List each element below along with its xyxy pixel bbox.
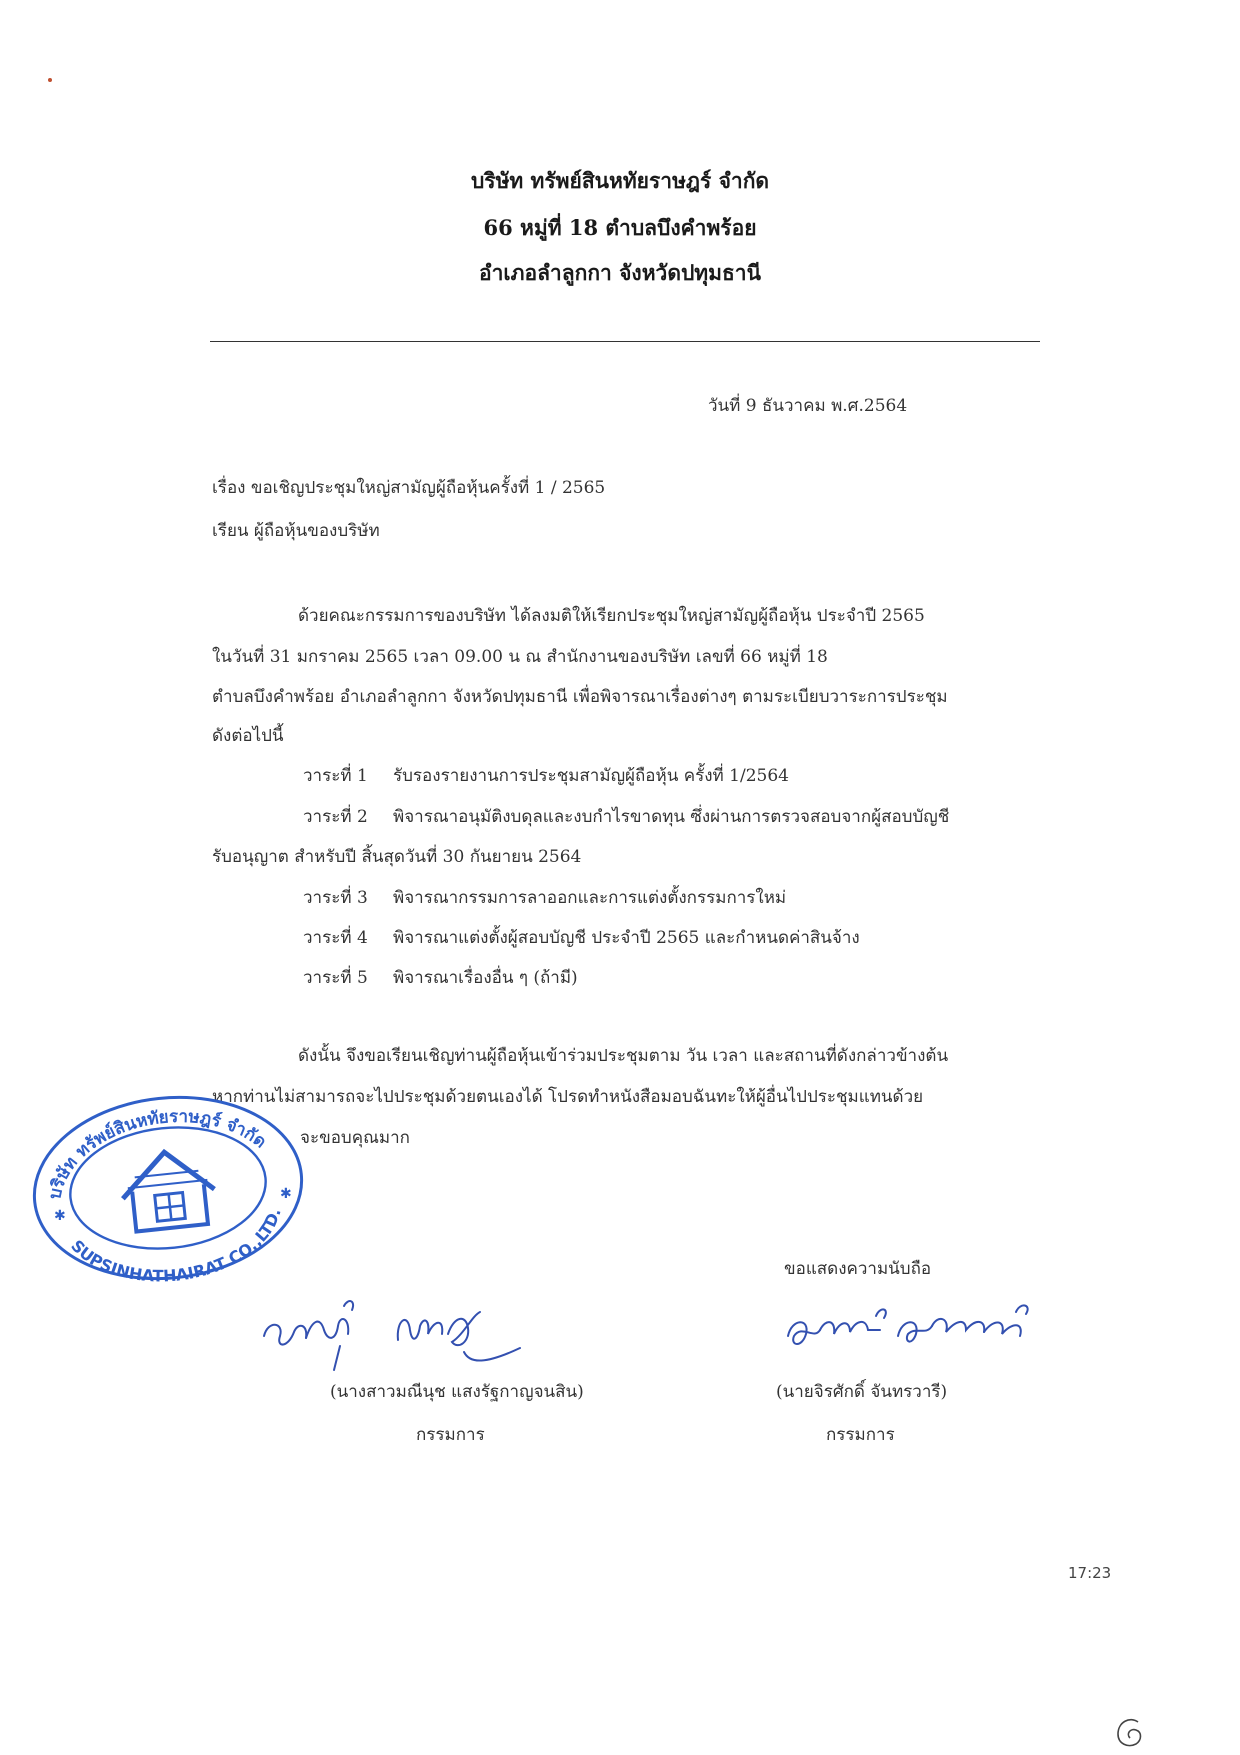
letter-recipient: เรียน ผู้ถือหุ้นของบริษัท (212, 521, 380, 541)
signatory-left-title: กรรมการ (416, 1425, 485, 1445)
agenda-label-1: วาระที่ 1 (303, 766, 368, 786)
body-line-3: ตำบลบึงคำพร้อย อำเภอลำลูกกา จังหวัดปทุมธานี เพื่อพิจารณาเรื่องต่างๆ ตามระเบียบวาระการประชุม (212, 687, 948, 707)
regards: ขอแสดงความนับถือ (784, 1259, 932, 1279)
signatory-right-name: (นายจิรศักดิ์ จันทรวารี) (776, 1382, 948, 1402)
agenda-label-2: วาระที่ 2 (303, 807, 368, 827)
signature-right (780, 1296, 1050, 1368)
closing-line-1: ดังนั้น จึงขอเรียนเชิญท่านผู้ถือหุ้นเข้าร่วมประชุมตาม วัน เวลา และสถานที่ดังกล่าวข้างต้น (298, 1046, 949, 1066)
stamp-text-english: SUPSINHATHAIRAT CO.,LTD. (67, 1206, 285, 1286)
body-line-1: ด้วยคณะกรรมการของบริษัท ได้ลงมติให้เรียกประชุมใหญ่สามัญผู้ถือหุ้น ประจำปี 2565 (298, 606, 925, 626)
handwritten-page-mark-icon (1110, 1712, 1150, 1752)
agenda-text-2: พิจารณาอนุมัติงบดุลและงบกำไรขาดทุน ซึ่งผ่านการตรวจสอบจากผู้สอบบัญชี (393, 807, 950, 827)
agenda-text-4: พิจารณาแต่งตั้งผู้สอบบัญชี ประจำปี 2565 และกำหนดค่าสินจ้าง (393, 928, 860, 948)
signature-left (258, 1290, 528, 1375)
company-name: บริษัท ทรัพย์สินหทัยราษฎร์ จำกัด (470, 168, 770, 193)
signatory-left-name: (นางสาวมณีนุช แสงรัฐกาญจนสิน) (330, 1382, 584, 1402)
body-line-2: ในวันที่ 31 มกราคม 2565 เวลา 09.00 น ณ สำนักงานของบริษัท เลขที่ 66 หมู่ที่ 18 (212, 647, 828, 667)
closing-line-3: จะขอบคุณมาก (300, 1128, 410, 1148)
company-stamp (18, 1088, 318, 1288)
address-line-1: 66 หมู่ที่ 18 ตำบลบึงคำพร้อย (483, 215, 757, 240)
letter-subject: เรื่อง ขอเชิญประชุมใหญ่สามัญผู้ถือหุ้นครั้งที่ 1 / 2565 (212, 478, 606, 498)
svg-text:บริษัท ทรัพย์สินหทัยราษฎร์ จำก (37, 1097, 274, 1203)
agenda-label-4: วาระที่ 4 (303, 928, 368, 948)
address-line-2: อำเภอลำลูกกา จังหวัดปทุมธานี (479, 260, 761, 285)
agenda-label-5: วาระที่ 5 (303, 968, 368, 988)
agenda-text-1: รับรองรายงานการประชุมสามัญผู้ถือหุ้น ครั้งที่ 1/2564 (393, 766, 789, 786)
agenda-2-continuation: รับอนุญาต สำหรับปี สิ้นสุดวันที่ 30 กันยายน 2564 (212, 847, 582, 867)
closing-line-2: หากท่านไม่สามารถจะไปประชุมด้วยตนเองได้ โปรดทำหนังสือมอบฉันทะให้ผู้อื่นไปประชุมแทนด้วย (212, 1087, 924, 1107)
print-timestamp: 17:23 (1068, 1564, 1112, 1582)
agenda-text-5: พิจารณาเรื่องอื่น ๆ (ถ้ามี) (393, 968, 578, 988)
stamp-text-thai: บริษัท ทรัพย์สินหทัยราษฎร์ จำกัด (45, 1106, 270, 1202)
agenda-text-3: พิจารณากรรมการลาออกและการแต่งตั้งกรรมการใหม่ (393, 888, 787, 908)
agenda-label-3: วาระที่ 3 (303, 888, 368, 908)
body-line-4: ดังต่อไปนี้ (212, 726, 284, 746)
stray-mark (48, 78, 52, 82)
stamp-star-right-icon: ✱ (280, 1186, 292, 1202)
letter-date: วันที่ 9 ธันวาคม พ.ศ.2564 (708, 396, 908, 416)
stamp-star-left-icon: ✱ (54, 1208, 66, 1224)
header-divider (210, 341, 1040, 342)
signatory-right-title: กรรมการ (826, 1425, 895, 1445)
